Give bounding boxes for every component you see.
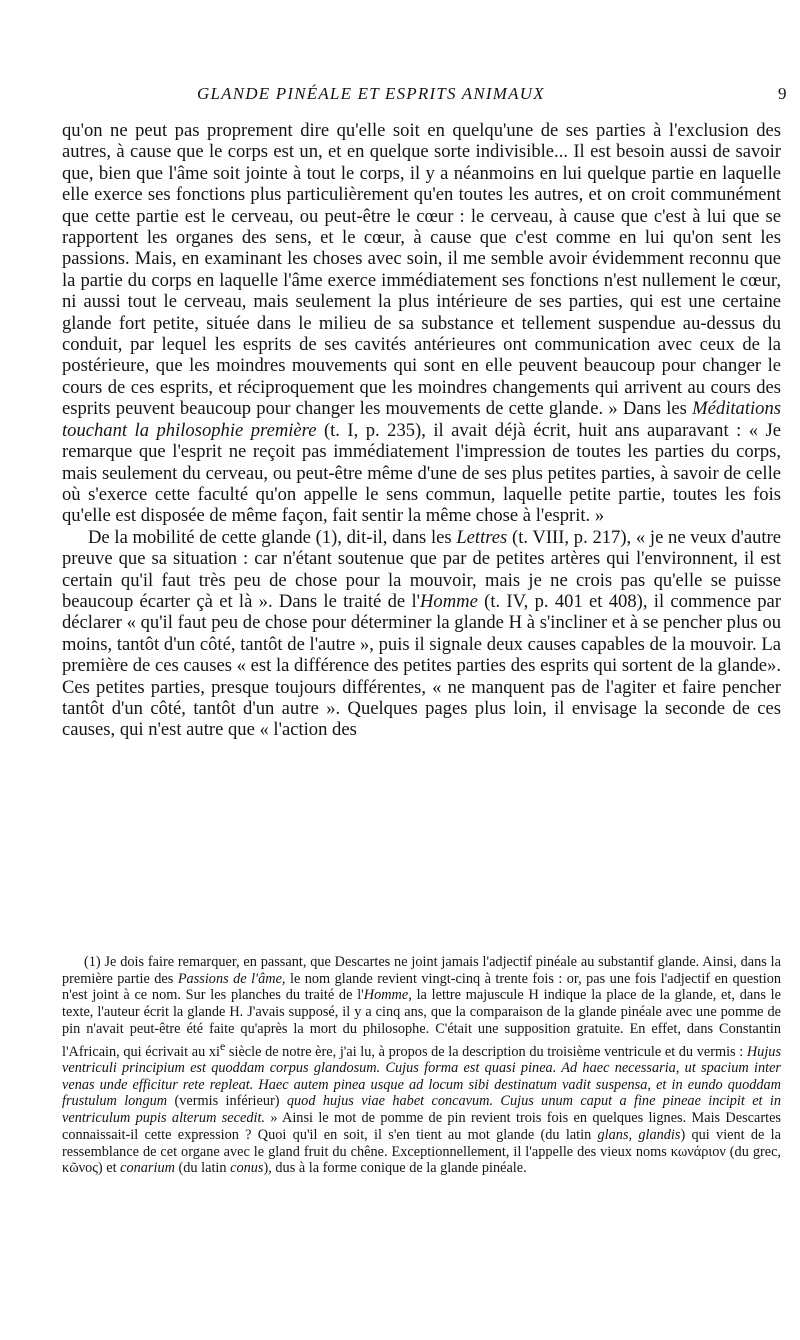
footnote-text-9: ), dus à la forme conique de la glande pinéale. xyxy=(263,1160,527,1177)
running-head: GLANDE PINÉALE ET ESPRITS ANIMAUX xyxy=(197,84,545,103)
footnote-title-homme: Homme, xyxy=(363,987,412,1004)
title-lettres: Lettres xyxy=(456,526,508,548)
title-meditations: Méditations touchant la philosophie première xyxy=(62,398,781,441)
paragraph-1-text-2: (t. I, p. 235), il avait déjà écrit, huit ans auparavant : « Je remarque que l'esprit ne reçoit pas immédiatement l'impression de toutes les parties du corps, mais seulement du cerveau, ou peut-être même d'une de ses plus petites parties, à savoir de celle où s'exerce cette faculté qu'on appelle le sens commun, laquelle petite partie, toutes les fois qu'elle est disposée de même façon, fait sentir la même chose à l'esprit. » xyxy=(62,419,781,527)
footnote-text-1: (1) Je dois faire remarquer, en passant, que Descartes ne joint jamais l'adjectif pinéale au substantif glande. Ainsi, dans la première partie des xyxy=(62,954,781,987)
body-text xyxy=(62,120,781,741)
footnote-text-6: » Ainsi le mot de pomme de pin revient trois fois en quelques lignes. Mais Descartes connaissait-il cette expression ? Quoi qu'il en soit, il s'en tient au mot glande (du latin xyxy=(62,1110,781,1143)
footnote-area xyxy=(62,954,781,1177)
paragraph-2 xyxy=(62,527,781,741)
latin-term-glans: glans, glandis xyxy=(597,1126,681,1143)
paragraph-2-text-1: De la mobilité de cette glande (1), dit-il, dans les xyxy=(88,526,457,548)
footnote-text-3: la lettre majuscule H indique la place de la glande, et, dans le texte, l'auteur écrit la glande H. J'avais supposé, il y a cinq ans, que la comparaison de la glande pinéale avec une pomme de pin n'avait peut-être été faite qu'après la mort du philosophe. C'était une supposition gratuite. En effet, dans Constantin l'Africain, qui écrivait au xi xyxy=(62,987,781,1060)
footnote-text-7: ) qui vient de la ressemblance de cet organe avec le gland fruit du chêne. Exceptionnellement, il l'appelle des vieux noms κωνάριον (du grec, κῶνος) et xyxy=(62,1126,781,1177)
footnote-title-passions: Passions de l'âme, xyxy=(177,970,286,987)
century-superscript: e xyxy=(219,1038,226,1053)
latin-term-conarium: conarium xyxy=(120,1160,175,1177)
footnote-text-8: (du latin xyxy=(174,1160,231,1177)
paragraph-1 xyxy=(62,120,781,527)
paragraph-2-text-3: (t. IV, p. 401 et 408), il commence par déclarer « qu'il faut peu de chose pour déterminer la glande H à s'incliner et à se pencher plus ou moins, tantôt d'un côté, tantôt de l'autre », puis il signale deux causes capables de la mouvoir. La première de ces causes « est la différence des petites parties des esprits qui sortent de la glande». Ces petites parties, presque toujours différentes, « ne manquent pas de l'agiter et faire pencher tantôt d'un côté, tantôt d'un autre ». Quelques pages plus loin, il envisage la seconde de ces causes, qui n'est autre que « l'action des xyxy=(62,590,781,741)
footnote-1 xyxy=(62,954,781,1177)
latin-quote-2: quod hujus viae habet concavum. Cujus unum caput a fine pineae incipit et in ventriculum pupis alterum secedit. xyxy=(62,1093,782,1127)
title-homme: Homme xyxy=(419,590,478,612)
latin-quote-1: Hujus ventriculi principium est quoddam corpus glandosum. Cujus forma est quasi pinea. Ad haec necessaria, ut spacium inter venas unde efficitur rete repleat. Haec autem pinea usque ad locum sibi destinatum vadit suspensa, et in eundo quoddam frustulum longum xyxy=(62,1043,782,1110)
footnote-text-2: le nom glande revient vingt-cinq à trente fois : or, pas une fois l'adjectif en question n'est joint à ce nom. Sur les planches du traité de l' xyxy=(62,970,781,1004)
footnote-text-4: siècle de notre ère, j'ai lu, à propos de la description du troisième ventricule et du vermis : xyxy=(225,1043,747,1060)
latin-term-conus: conus xyxy=(230,1160,264,1177)
paragraph-1-text-1: qu'on ne peut pas proprement dire qu'elle soit en quelqu'une de ses parties à l'exclusion des autres, à cause que le corps est un, et en quelque sorte indivisible... Il est besoin aussi de savoir que, bien que l'âme soit jointe à tout le corps, il y a néanmoins en lui quelque partie en laquelle elle exerce ses fonctions plus particulièrement qu'en toutes les autres, et on croit communément que cette partie est le cerveau, ou peut-être le cœur : le cerveau, à cause que c'est à lui que se rapportent les organes des sens, et le cœur, à cause que c'est comme en lui qu'on sent les passions. Mais, en examinant les choses avec soin, il me semble avoir évidemment reconnu que la partie du corps en laquelle l'âme exerce immédiatement ses fonctions n'est nullement le cœur, ni aussi tout le cerveau, mais seulement la plus intérieure de ses parties, qui est une certaine glande fort petite, située dans le milieu de sa substance et tellement suspendue au-dessus du conduit, par lequel les esprits de ses cavités antérieures ont communication avec ceux de la postérieure, que les moindres mouvements qui sont en elle peuvent beaucoup pour changer le cours de ces esprits, et réciproquement que les moindres changements qui arrivent au cours des esprits peuvent beaucoup pour changer les mouvements de cette glande. » Dans les xyxy=(62,120,781,420)
page-header xyxy=(0,84,800,110)
page-number: 9 xyxy=(778,84,787,103)
footnote-text-5: (vermis inférieur) xyxy=(167,1093,287,1110)
paragraph-2-text-2: (t. VIII, p. 217), « je ne veux d'autre preuve que sa situation : car n'étant soutenue que par de petites artères qui l'environnent, il est certain qu'il faut très peu de chose pour la mouvoir, mais je ne crois pas qu'elle se puisse beaucoup écarter çà et là ». Dans le traité de l' xyxy=(62,526,781,612)
